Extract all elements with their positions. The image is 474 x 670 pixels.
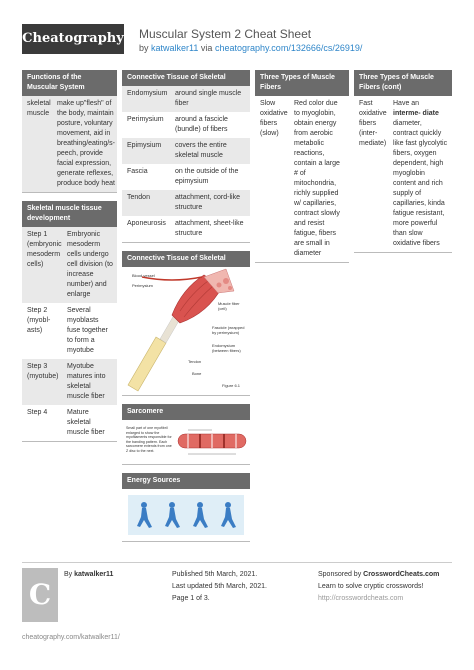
energy-box <box>122 473 250 542</box>
energy-title: Energy Sources <box>122 473 250 489</box>
row-key: Step 2 (myobl- asts) <box>27 307 51 334</box>
label-perimysium: Perimysium <box>132 283 153 288</box>
row-value: Have an interme- diate diameter, contract quickly like fast glycolytic fibers, oxygen dependent, high myoglobin content and rich supply of capillaries, kinda fatigue resistant, more powerful than slow oxidative fibers <box>393 100 448 247</box>
table-row <box>122 112 250 138</box>
connective-box <box>122 70 250 243</box>
label-figure-number: Figure 6.1 <box>222 383 241 388</box>
row-key: Step 4 <box>27 409 48 416</box>
sarcomere-illustration <box>122 420 250 464</box>
label-fascicle: Fascicle (wrapped by perimysium) <box>212 325 245 335</box>
row-value: attachment, cord-like structure <box>175 194 240 211</box>
sponsor-url: http://crosswordcheats.com <box>318 595 404 602</box>
bone-shape <box>128 337 166 391</box>
table-row <box>122 138 250 164</box>
row-value: attachment, sheet-like structure <box>175 220 244 237</box>
row-key: Aponeurosis <box>127 220 166 227</box>
table-row <box>122 190 250 216</box>
functions-box <box>22 70 117 193</box>
footer-sponsor: Sponsored by CrosswordCheats.com <box>318 571 440 578</box>
table-row <box>22 359 117 405</box>
row-key: Epimysium <box>127 142 162 149</box>
row-value: Mature skeletal muscle fiber <box>67 409 105 436</box>
row-value: make up"flesh" of the body, maintain posture, voluntary movement, aid in breathing/eating/s- peech, provide facial expression, generate reflexes, produce body heat <box>57 100 115 187</box>
row-value: around single muscle fiber <box>175 90 242 107</box>
label-bone: Bone <box>192 371 202 376</box>
column-4 <box>354 70 452 253</box>
footer-updated: Last updated 5th March, 2021. <box>172 583 267 590</box>
connective-figure-box <box>122 251 250 396</box>
table-row <box>354 96 452 252</box>
footer-published: Published 5th March, 2021. <box>172 571 258 578</box>
sponsor-tagline: Learn to solve cryptic crosswords! <box>318 583 424 590</box>
connective-title: Connective Tissue of Skeletal <box>122 70 250 86</box>
slow-fibers-title: Three Types of Muscle Fibers <box>255 70 349 96</box>
cheatography-logo[interactable]: Cheatography <box>22 24 124 54</box>
row-key: Step 3 (myotube) <box>27 363 59 380</box>
cheatography-c-logo: C <box>22 568 58 622</box>
row-value: Myotube matures into skeletal muscle fiber <box>67 363 106 400</box>
development-box <box>22 201 117 442</box>
table-row <box>122 216 250 242</box>
footer-author: By katwalker11 <box>64 571 114 578</box>
development-title: Skeletal muscle tissue development <box>22 201 117 227</box>
table-row <box>255 96 349 262</box>
connective-rows <box>122 86 250 242</box>
label-tendon: Tendon <box>188 359 202 364</box>
column-2 <box>122 70 250 542</box>
functions-title: Functions of the Muscular System <box>22 70 117 96</box>
row-value: Red color due to myoglobin, obtain energy from aerobic metabolic reactions, contain a large # of mitochondria, richly supplied w/ capillaries, contract slowly and resist fatigue, fibers are small in diameter <box>294 100 340 257</box>
label-blood-vessel: Blood vessel <box>132 273 155 278</box>
byline: by katwalker11 via cheatography.com/132666/cs/26919/ <box>139 43 363 53</box>
footer-page: Page 1 of 3. <box>172 595 210 602</box>
author-link[interactable]: katwalker11 <box>151 43 199 53</box>
footer-author-link[interactable]: katwalker11 <box>74 571 114 578</box>
row-value: Embryonic mesoderm cells undergo cell division (to increase number) and enlarge <box>67 231 113 298</box>
sponsor-link[interactable]: CrosswordCheats.com <box>363 571 440 578</box>
sarcomere-caption: Small part of one myofibril enlarged to show the myofilaments responsible for the banding pattern. Each sarcomere extends from one Z disc to the next. <box>126 426 172 453</box>
energy-figure <box>122 489 250 541</box>
row-key: Slow oxidative fibers (slow) <box>260 100 288 137</box>
sarcomere-title: Sarcomere <box>122 404 250 420</box>
slow-fibers-box <box>255 70 349 263</box>
row-value: on the outside of the epimysium <box>175 168 239 185</box>
row-key: Endomysium <box>127 90 168 97</box>
table-row <box>122 86 250 112</box>
sarcomere-box <box>122 404 250 465</box>
table-row <box>122 164 250 190</box>
development-rows <box>22 227 117 441</box>
connective-figure-title: Connective Tissue of Skeletal <box>122 251 250 267</box>
table-row <box>22 227 117 303</box>
table-row <box>22 303 117 359</box>
row-value: Several myoblasts fuse together to form a myotube <box>67 307 108 354</box>
row-key: Step 1 (embryonic mesoderm cells) <box>27 231 62 268</box>
label-muscle-fiber: Muscle fiber (cell) <box>218 301 240 311</box>
functions-rows <box>22 96 117 192</box>
footer-profile-url[interactable]: cheatography.com/katwalker11/ <box>22 634 120 641</box>
muscle-anatomy-figure <box>122 267 250 395</box>
sarcomere-figure <box>122 420 250 464</box>
fast-fibers-title: Three Types of Muscle Fibers (cont) <box>354 70 452 96</box>
column-1 <box>22 70 117 442</box>
column-3 <box>255 70 349 263</box>
row-key: skeletal muscle <box>27 100 51 117</box>
table-row <box>22 405 117 441</box>
table-row <box>22 96 117 192</box>
row-key: Fascia <box>127 168 148 175</box>
row-key: Fast oxidative fibers (inter- mediate) <box>359 100 387 147</box>
row-value: covers the entire skeletal muscle <box>175 142 227 159</box>
page-header <box>0 0 474 62</box>
sheet-url-link[interactable]: cheatography.com/132666/cs/26919/ <box>214 43 363 53</box>
footer-divider <box>22 562 452 563</box>
label-endomysium: Endomysium (between fibers) <box>212 343 241 353</box>
page-title: Muscular System 2 Cheat Sheet <box>139 27 312 41</box>
row-key: Perimysium <box>127 116 164 123</box>
fast-fibers-box <box>354 70 452 253</box>
energy-illustration <box>128 495 244 535</box>
row-value: around a fascicle (bundle) of fibers <box>175 116 228 133</box>
row-key: Tendon <box>127 194 150 201</box>
